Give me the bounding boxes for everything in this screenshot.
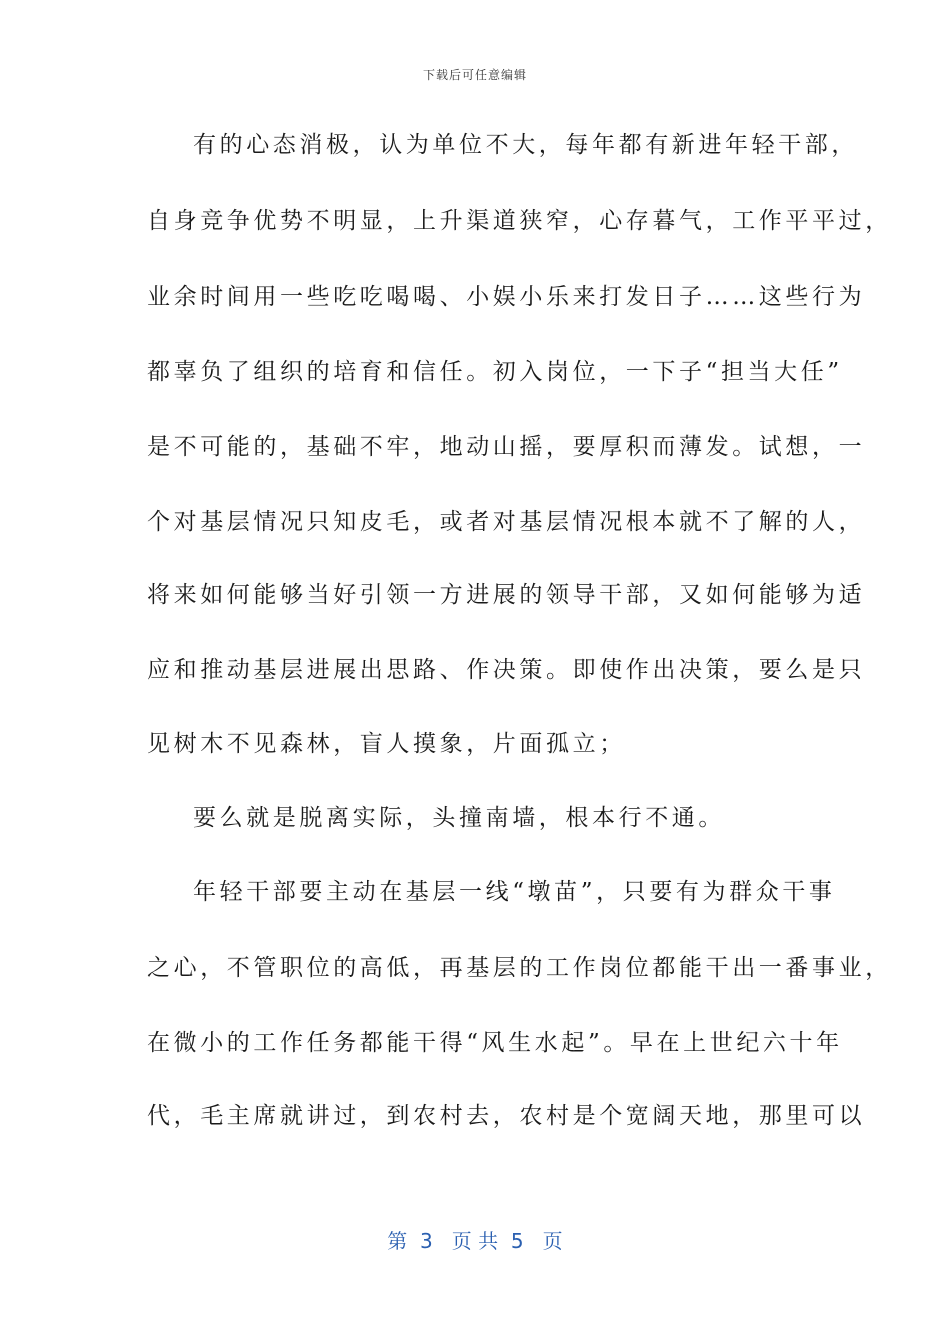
text-line: 是不可能的，基础不牢，地动山摇，要厚积而薄发。试想，一 <box>147 434 866 460</box>
text-line: 应和推动基层进展出思路、作决策。即使作出决策，要么是只 <box>147 657 866 683</box>
text-line: 都辜负了组织的培育和信任。初入岗位，一下子“担当大任” <box>147 359 843 385</box>
text-line: 在微小的工作任务都能干得“风生水起”。早在上世纪六十年 <box>147 1030 843 1056</box>
text-line: 年轻干部要主动在基层一线“墩苗”，只要有为群众干事 <box>193 879 836 905</box>
page-header: 下载后可任意编辑 <box>422 68 527 82</box>
text-line: 自身竞争优势不明显，上升渠道狭窄，心存暮气，工作平平过， <box>147 208 892 234</box>
text-line: 个对基层情况只知皮毛，或者对基层情况根本就不了解的人， <box>147 509 866 535</box>
text-line: 将来如何能够当好引领一方进展的领导干部，又如何能够为适 <box>147 582 866 608</box>
text-line: 代，毛主席就讲过，到农村去，农村是个宽阔天地，那里可以 <box>147 1103 866 1129</box>
text-line: 之心，不管职位的高低，再基层的工作岗位都能干出一番事业， <box>147 955 892 981</box>
text-line: 见树木不见森林，盲人摸象，片面孤立； <box>147 731 626 757</box>
text-line: 要么就是脱离实际，头撞南墙，根本行不通。 <box>193 805 725 831</box>
text-line: 业余时间用一些吃吃喝喝、小娱小乐来打发日子……这些行为 <box>147 284 866 310</box>
page-number-footer: 第 3 页 共 5 页 <box>387 1229 563 1253</box>
text-line: 有的心态消极，认为单位不大，每年都有新进年轻干部， <box>193 132 858 158</box>
